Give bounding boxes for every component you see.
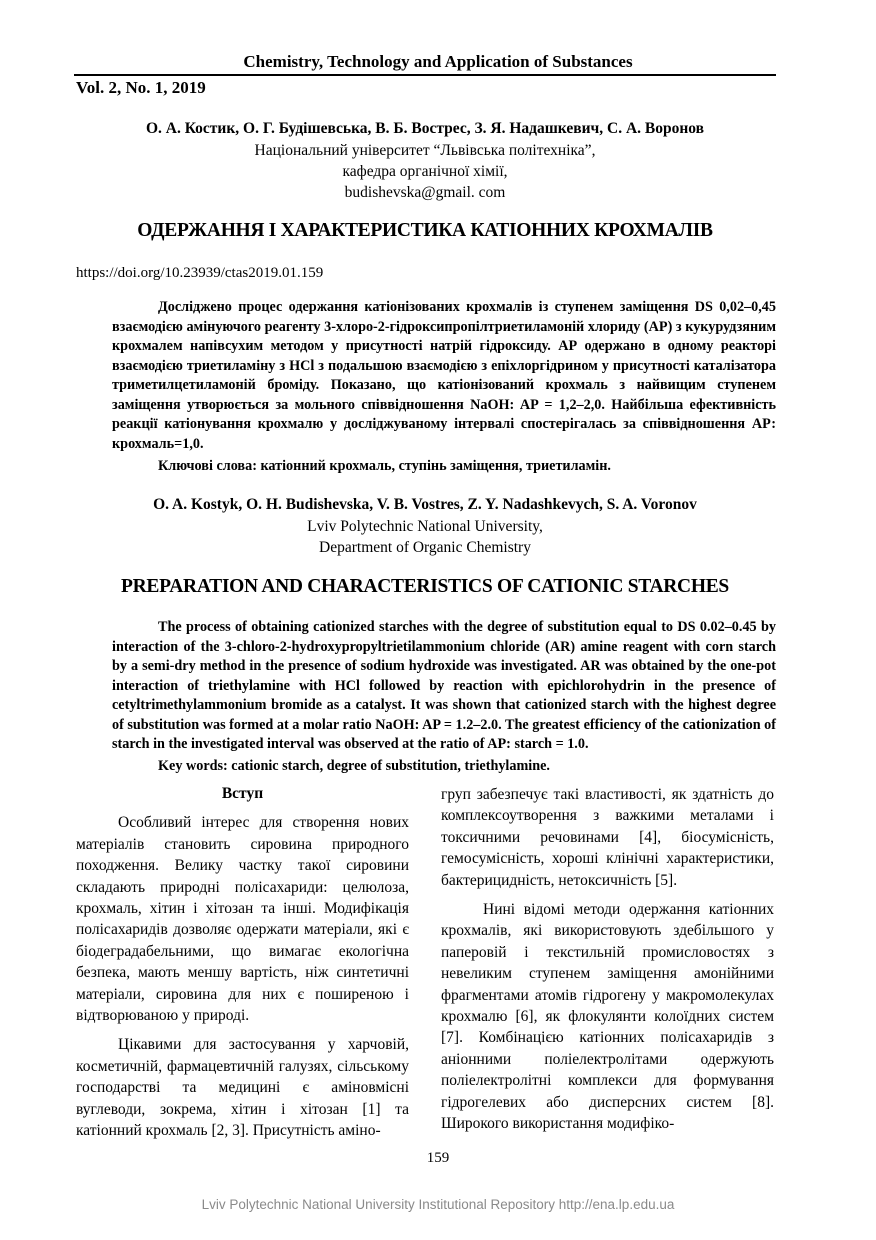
journal-title: Chemistry, Technology and Application of Substances [243,52,633,71]
body-paragraph: Нині відомі методи одержання катіонних крохмалів, які використовують здебільшого у паперовій і текстильній промисловостях з невеликим ступенем заміщення амонійними фрагментами атомів гідрогену у макромолекулах крохмалю [6], як флокулянти колоїдних систем [7]. Комбінацією катіонних полісахаридів з аніонними поліелектролітами одержують поліелектролітні комплекси для формування гідрогелевих або дисперсних систем [8]. Широкого використання модифіко- [441,901,774,1133]
body-right-column [441,784,774,1135]
page-number: 159 [426,1150,450,1166]
ua-keywords: Ключові слова: катіонний крохмаль, ступінь заміщення, триетиламін. [158,458,611,474]
repository-footer: Lviv Polytechnic National University Institutional Repository http://ena.lp.edu.ua [201,1197,675,1212]
en-keywords: Key words: cationic starch, degree of substitution, triethylamine. [158,758,550,774]
doi-link[interactable]: https://doi.org/10.23939/ctas2019.01.159 [76,265,324,281]
ua-paper-title: ОДЕРЖАННЯ І ХАРАКТЕРИСТИКА КАТІОННИХ КРОХМАЛІВ [137,220,713,241]
en-authors: O. A. Kostyk, O. H. Budishevska, V. B. Vostres, Z. Y. Nadashkevych, S. A. Voronov [153,496,697,513]
volume-info: Vol. 2, No. 1, 2019 [76,78,206,97]
body-paragraph: Особливий інтерес для створення нових матеріалів становить сировина природного походження. Велику частку такої сировини складають природні полісахариди: целюлоза, крохмаль, хітин і хітозан та інші. Модифікація полісахаридів дозволяє одержати матеріали, які є біодеградабельними, що вимагає екологічна безпека, мають меншу вартість, ніж синтетичні матеріали, сировина для них є поширеною і відтворюваною у природі. [76,814,409,1025]
ua-authors: О. А. Костик, О. Г. Будішевська, В. Б. Вострес, З. Я. Надашкевич, С. А. Воронов [145,120,705,137]
body-paragraph: груп забезпечує такі властивості, як здатність до комплексоутворення з важкими металами і токсичними речовинами [4], біосумісність, гемосумісність, хороші клінічні характеристики, бактерицидність, нетоксичність [5]. [441,786,774,889]
body-paragraph: Цікавими для застосування у харчовій, косметичній, фармацевтичній галузях, сільському господарстві та медицині є аміновмісні вуглеводи, зокрема, хітин і хітозан [1] та катіонний крохмаль [2, 3]. Присутність аміно- [76,1036,409,1140]
en-affiliation-line: Department of Organic Chemistry [319,539,531,556]
en-affiliation [74,516,776,558]
section-title: Вступ [221,785,264,802]
en-abstract-text: The process of obtaining cationized starches with the degree of substitution equal to DS 0.02–0.45 by interaction of the 3-chloro-2-hydroxypropyltrietilammonium chloride (AR) amine reagent with corn starch by a semi-dry method in the presence of sodium hydroxide was investigated. AR was obtained by the one-pot interaction of triethylamine with HCl followed by reaction with epichlorohydrin in the presence of cetyltrimethylammonium bromide as a catalyst. It was shown that cationized starch with the highest degree of substitution was formed at a molar ratio NaOH: AP = 1.2–2.0. The greatest efficiency of the cationization of starch in the investigated interval was observed at the ratio of AP: starch = 1.0. [112,619,776,752]
body-left-column [76,784,409,1142]
ua-abstract [112,298,776,454]
en-abstract [112,618,776,755]
ua-abstract-text: Досліджено процес одержання катіонізованих крохмалів із ступенем заміщення DS 0,02–0,45 взаємодією амінуючого реагенту 3-хлоро-2-гідроксипропілтриетиламоній хлориду (АР) з кукурудзяним крохмалем напівсухим методом у присутності натрій гідроксиду. АР одержано в одному реакторі взаємодією триетиламіну з HCl з подальшою взаємодією з епіхлоргідрином у присутності каталізатора триметилцетиламоній броміду. Показано, що катіонізований крохмаль з найвищим ступенем заміщення утворюється за мольного співвідношення NaOH: AP = 1,2–2,0. Найбільша ефективність реакції катіонування крохмалю у досліджуваному інтервалі спостерігалась за співвідношення АР: крохмаль=1,0. [112,299,776,452]
en-paper-title: PREPARATION AND CHARACTERISTICS OF CATIONIC STARCHES [121,576,729,597]
header-rule [74,74,776,76]
ua-affiliation [74,140,776,203]
ua-email: budishevska@gmail. com [344,184,506,201]
ua-affiliation-line: кафедра органічної хімії, [342,163,508,180]
ua-affiliation-line: Національний університет “Львівська політехніка”, [254,142,596,159]
en-affiliation-line: Lviv Polytechnic National University, [307,518,543,535]
